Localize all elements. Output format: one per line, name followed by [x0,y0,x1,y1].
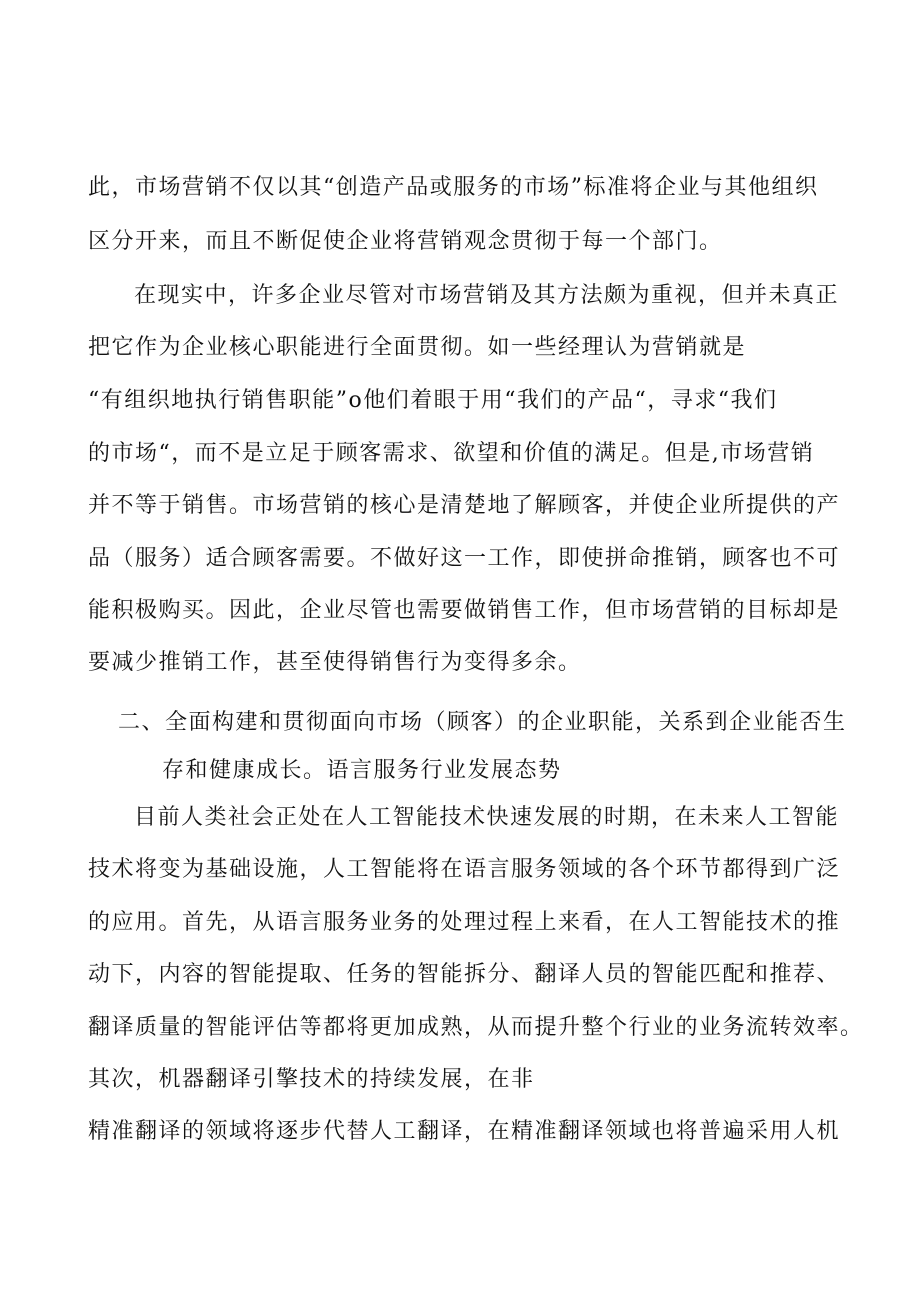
text-line-17: 翻译质量的智能评估等都将更加成熟，从而提升整个行业的业务流转效率。 [88,1015,864,1040]
text-line-4: 把它作为企业核心职能进行全面贯彻。如一些经理认为营销就是 [88,335,747,360]
text-line-2: 区分开来，而且不断促使企业将营销观念贯彻于每一个部门。 [88,229,723,254]
text-line-16: 动下，内容的智能提取、任务的智能拆分、翻译人员的智能匹配和推荐、 [88,962,841,987]
section-heading-line-1: 二、全面构建和贯彻面向市场（顾客）的企业职能，关系到企业能否生 [118,710,847,735]
text-line-7: 并不等于销售。市场营销的核心是清楚地了解顾客，并使企业所提供的产 [88,493,841,518]
section-heading-line-2: 存和健康成长。语言服务行业发展态势 [162,758,562,783]
text-line-9: 能积极购买。因此，企业尽管也需要做销售工作，但市场营销的目标却是 [88,598,841,623]
text-line-18: 其次，机器翻译引擎技术的持续发展，在非 [88,1067,535,1092]
text-line-10: 要减少推销工作，甚至使得销售行为变得多余。 [88,650,582,675]
text-line-1: 此，市场营销不仅以其“创造产品或服务的市场”标准将企业与其他组织 [88,175,819,200]
text-line-6: 的市场“，而不是立足于顾客需求、欲望和价值的满足。但是,市场营销 [88,441,815,466]
text-line-14: 技术将变为基础设施，人工智能将在语言服务领域的各个环节都得到广泛 [88,857,841,882]
text-line-8: 品（服务）适合顾客需要。不做好这一工作，即使拼命推销，顾客也不可 [88,546,841,571]
text-line-13: 目前人类社会正处在人工智能技术快速发展的时期，在未来人工智能 [134,805,840,830]
text-line-19: 精准翻译的领域将逐步代替人工翻译，在精准翻译领域也将普遍采用人机 [88,1119,841,1144]
text-line-5: “有组织地执行销售职能”o他们着眼于用“我们的产品“，寻求“我们 [88,388,778,413]
text-line-15: 的应用。首先，从语言服务业务的处理过程上来看，在人工智能技术的推 [88,910,841,935]
text-line-3: 在现实中，许多企业尽管对市场营销及其方法颇为重视，但并未真正 [134,283,840,308]
